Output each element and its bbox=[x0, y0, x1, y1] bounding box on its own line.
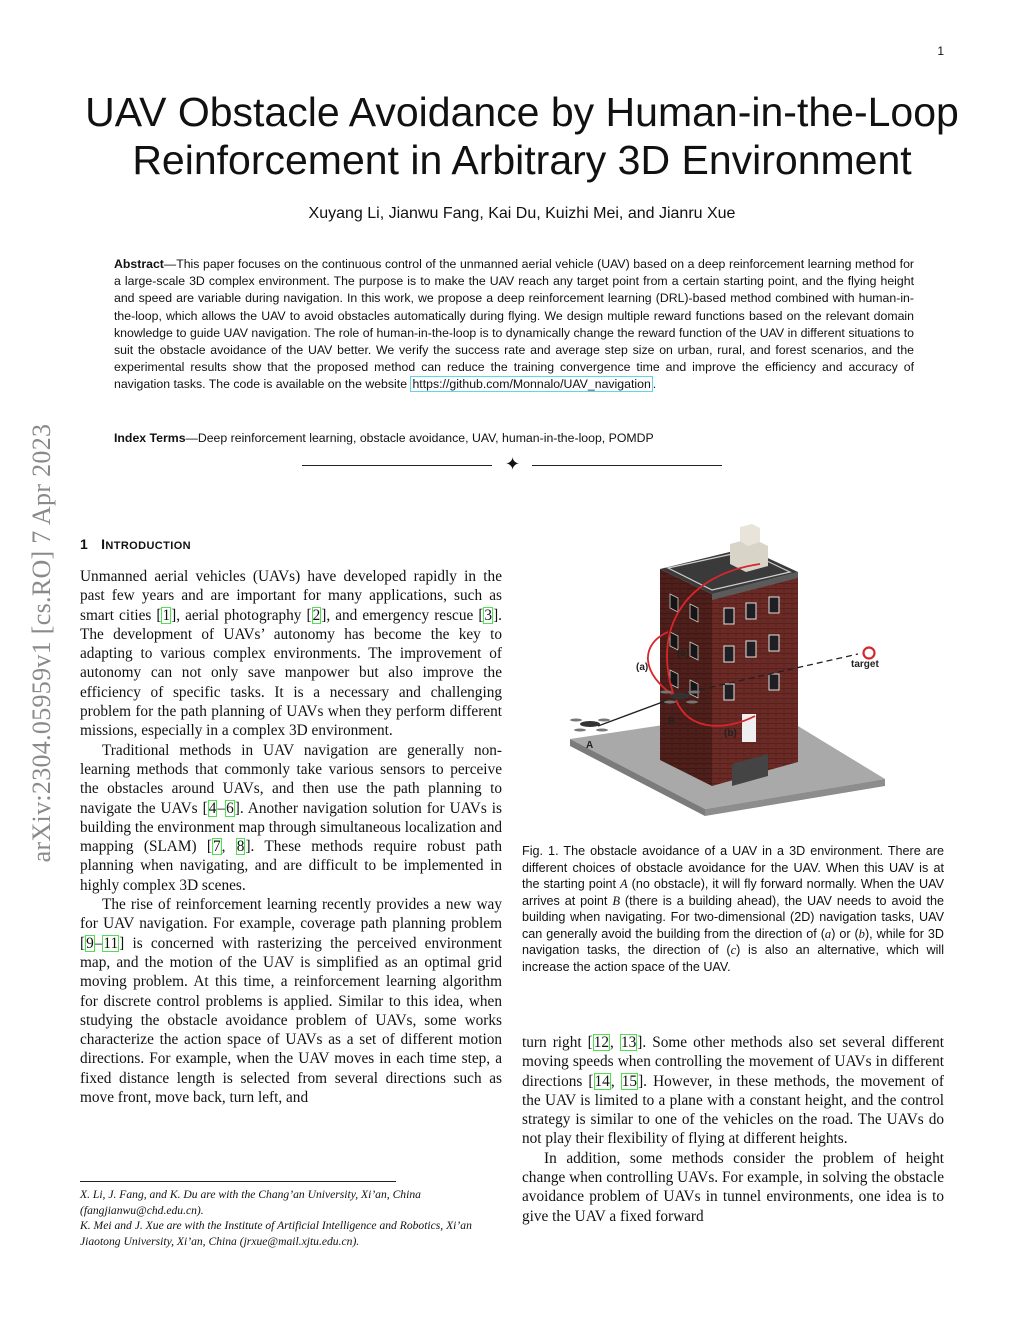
section-number: 1 bbox=[80, 536, 89, 552]
label-point-b: B bbox=[668, 716, 676, 727]
section-heading bbox=[80, 536, 191, 552]
title-line-1: UAV Obstacle Avoidance by Human-in-the-Loop bbox=[85, 89, 959, 135]
page-number: 1 bbox=[937, 44, 944, 58]
intro-paragraph-5: In addition, some methods consider the problem of height change when controlling UAVs. For example, in solving the obstacle avoidance problem of UAVs in tunnel environments, one idea is to give the UAV a fixed forward bbox=[522, 1149, 944, 1225]
section-title-rest: NTRODUCTION bbox=[105, 540, 192, 552]
label-a: (a) bbox=[636, 662, 649, 673]
arxiv-id-text: arXiv:2304.05959v1 [cs.RO] 7 Apr 2023 bbox=[27, 423, 56, 863]
intro-paragraph-4: turn right [12, 13]. Some other methods also set several different moving speeds when controlling the movement of UAVs in different directions [14, 15]. However, in these methods, the movement of the UAV is limited to a plane with a constant height, and the control strategy is similar to one of the vehicles on the road. The UAVs do not play their flexibility of flying at different heights. bbox=[522, 1034, 944, 1148]
footnote-2: K. Mei and J. Xue are with the Institute of Artificial Intelligence and Robotics, Xi’an Jiaotong University, Xi’an, China (jrxue@mail.xjtu.edu.cn). bbox=[80, 1219, 472, 1248]
citation-13[interactable]: 13 bbox=[620, 1034, 637, 1051]
citation-9[interactable]: 9 bbox=[86, 934, 94, 952]
paper-title bbox=[60, 88, 984, 184]
index-terms-text: —Deep reinforcement learning, obstacle avoidance, UAV, human-in-the-loop, POMDP bbox=[185, 431, 654, 445]
citation-6[interactable]: 6 bbox=[226, 799, 234, 817]
arxiv-watermark bbox=[22, 358, 62, 928]
figure-1-caption: Fig. 1. The obstacle avoidance of a UAV in a 3D environment. There are different choices of obstacle avoidance for the UAV. When this UAV is at the starting point A (no obstacle), it will fly forward normally. When the UAV arrives at point B (there is a building ahead), the UAV needs to avoid the building when navigating. For two-dimensional (2D) navigation tasks, UAV can generally avoid the building from the direction of (a) or (b), while for 3D navigation tasks, the direction of (c) is also an alternative, which will increase the action space of the UAV. bbox=[522, 844, 945, 974]
footnote-rule bbox=[80, 1181, 396, 1182]
title-line-2: Reinforcement in Arbitrary 3D Environment bbox=[132, 137, 912, 183]
citation-15[interactable]: 15 bbox=[621, 1072, 638, 1090]
intro-paragraph-2: Traditional methods in UAV navigation are generally non-learning methods that commonly take various sensors to perceive the obstacles around UAVs, and then use the path planning to navigate the UAVs [4–6]. Another navigation solution for UAVs is building the environment map through simultaneous localization and mapping (SLAM) [7, 8]. These methods require robust path planning when navigating, and are difficult to be implemented in highly complex 3D scenes. bbox=[80, 741, 502, 894]
citation-1[interactable]: 1 bbox=[162, 606, 171, 624]
code-link[interactable]: https://github.com/Monnalo/UAV_navigation bbox=[412, 377, 651, 392]
abstract-text: —This paper focuses on the continuous control of the unmanned aerial vehicle (UAV) based on a deep reinforcement learning method for a large-scale 3D complex environment. The purpose is to make the UAV reach any target point from a certain starting point, and the flying height and speed are variable during navigation. In this work, we propose a deep reinforcement learning (DRL)-based method combined with human-in-the-loop, which allows the UAV to avoid obstacles automatically during flying. We design multiple reward functions based on the relevant domain knowledge to guide UAV navigation. The role of human-in-the-loop is to dynamically change the reward function of the UAV in different situations to suit the obstacle avoidance of the UAV better. We verify the success rate and average step size on urban, rural, and forest scenarios, and the experimental results show that the proposed method can reduce the training convergence time and improve the efficiency and accuracy of navigation tasks. The code is available on the website bbox=[114, 257, 914, 392]
abstract-label: Abstract bbox=[114, 257, 164, 271]
citation-7[interactable]: 7 bbox=[212, 838, 221, 856]
label-target: target bbox=[851, 659, 879, 670]
abstract bbox=[114, 256, 914, 394]
divider-right bbox=[532, 465, 722, 466]
citation-12[interactable]: 12 bbox=[593, 1034, 610, 1051]
citation-4[interactable]: 4 bbox=[208, 799, 217, 817]
citation-8[interactable]: 8 bbox=[236, 838, 245, 856]
caption-label: Fig. 1 bbox=[522, 844, 556, 858]
author-list: Xuyang Li, Jianwu Fang, Kai Du, Kuizhi Mei, and Jianru Xue bbox=[308, 205, 736, 222]
index-terms-label: Index Terms bbox=[114, 431, 186, 445]
left-column bbox=[80, 567, 502, 1107]
path-a-to-b bbox=[598, 700, 668, 726]
abstract-end: . bbox=[652, 377, 657, 392]
citation-11[interactable]: 11 bbox=[103, 934, 119, 952]
figure-1-illustration bbox=[540, 524, 910, 824]
target-marker-icon bbox=[864, 648, 875, 659]
section-initial: I bbox=[101, 536, 106, 552]
footnotes bbox=[80, 1187, 502, 1249]
divider-diamond-icon: ✦ bbox=[505, 454, 521, 474]
uav-start-icon bbox=[570, 719, 610, 732]
intro-paragraph-1: Unmanned aerial vehicles (UAVs) have developed rapidly in the past few years and are important for many applications, such as smart cities [1], aerial photography [2], and emergency rescue [3]. The development of UAVs’ autonomy has become the key to adapting to various complex environments. The improvement of autonomy can not only save manpower but also improve the efficiency of specific tasks. It is a necessary and challenging problem for the path planning of UAVs when they perform different missions, especially in a complex 3D environment. bbox=[80, 568, 502, 740]
divider-left bbox=[302, 465, 492, 466]
intro-paragraph-3: The rise of reinforcement learning recently provides a new way for UAV navigation. For example, coverage path planning problem [9–11] is concerned with rasterizing the perceived environment map, and the motion of the UAV is simplified as an optimal grid moving problem. At this time, a reinforcement learning algorithm for discrete control problems is applied. Similar to this idea, when studying the obstacle avoidance problem of UAVs, some works characterize the action space of UAVs as a set of different motion directions. For example, when the UAV moves in each time step, a fixed distance length is selected from several directions such as move front, move back, turn left, and bbox=[80, 896, 502, 1107]
label-point-a: A bbox=[586, 740, 594, 751]
index-terms bbox=[114, 431, 914, 445]
citation-14[interactable]: 14 bbox=[594, 1072, 610, 1090]
label-c: (c) bbox=[677, 648, 690, 659]
label-b: (b) bbox=[724, 728, 737, 739]
citation-3[interactable]: 3 bbox=[484, 606, 493, 624]
rooftop-chimney bbox=[740, 524, 760, 546]
right-column bbox=[522, 1033, 944, 1226]
citation-2[interactable]: 2 bbox=[312, 606, 321, 624]
footnote-1: X. Li, J. Fang, and K. Du are with the Chang’an University, Xi’an, China (fangjianwu@chd.edu.cn). bbox=[80, 1188, 421, 1217]
